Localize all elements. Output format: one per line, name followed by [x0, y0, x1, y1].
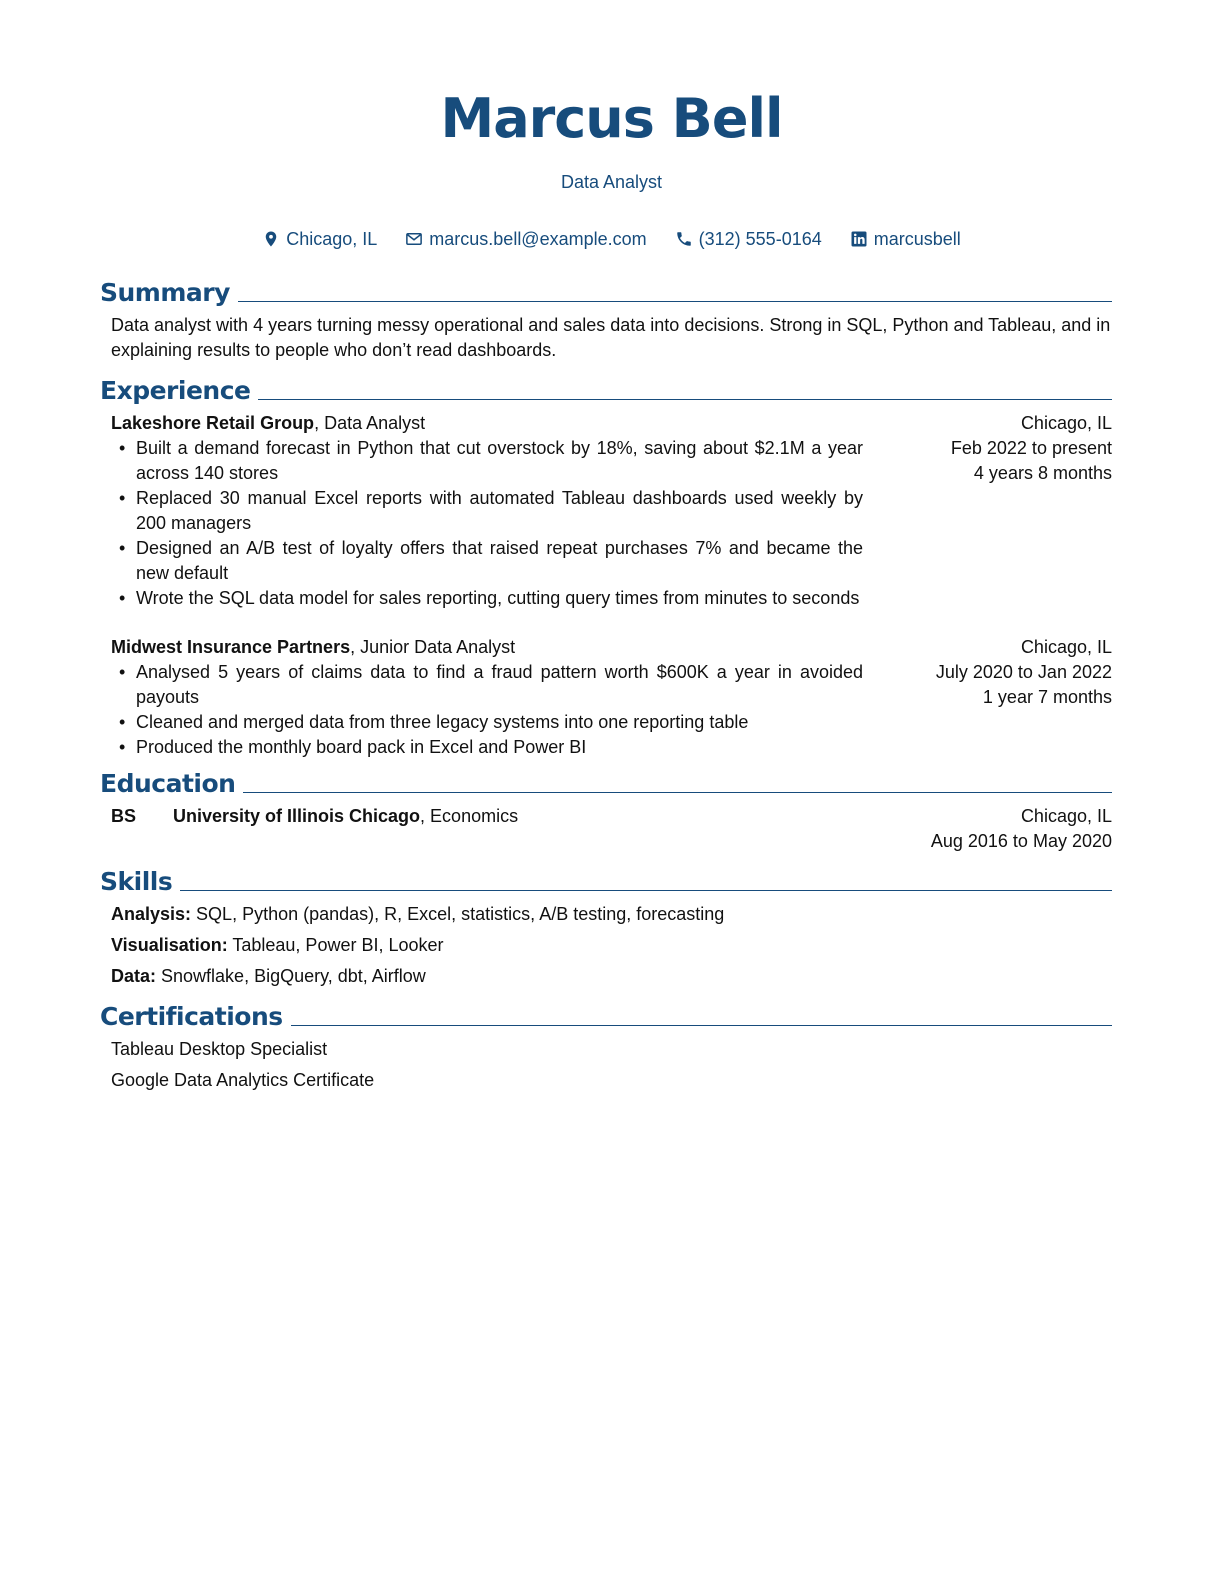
education-degree: BS [111, 806, 137, 826]
job-entry [111, 411, 1112, 611]
skill-row [111, 902, 1112, 927]
section-divider [291, 1025, 1112, 1026]
certifications-list [111, 1037, 1112, 1093]
job-bullet: • Cleaned and merged data from three legacy systems into one reporting table [111, 710, 863, 735]
map-pin-icon [262, 230, 280, 248]
section-title: Summary [100, 278, 230, 307]
section-header [100, 866, 1112, 898]
section-header [100, 768, 1112, 800]
education-entry [111, 804, 1112, 854]
education-school-line [173, 804, 931, 854]
job-dates: Feb 2022 to present [950, 438, 1112, 458]
summary-text: Data analyst with 4 years turning messy operational and sales data into decisions. Strong in SQL, Python and Tableau, and in explaining results to people who don’t read dashboards. [111, 315, 1111, 360]
contact-linkedin[interactable] [850, 227, 961, 251]
skill-label: Analysis: [111, 904, 192, 924]
envelope-icon [405, 230, 423, 248]
job-entry [111, 635, 1112, 760]
candidate-headline: Data Analyst [560, 172, 663, 192]
skill-label: Visualisation: [111, 935, 228, 955]
job-title-line [111, 635, 863, 660]
education-dates: Aug 2016 to May 2020 [930, 831, 1112, 851]
job-duration: 1 year 7 months [982, 687, 1112, 707]
job-bullets [111, 660, 863, 760]
skill-value: Tableau, Power BI, Looker [227, 935, 444, 955]
job-details [111, 411, 863, 611]
certification-item: Tableau Desktop Specialist [111, 1039, 328, 1059]
job-bullet: • Built a demand forecast in Python that cut overstock by 18%, saving about $2.1M a year across 140 stores [111, 436, 863, 486]
job-bullet: • Produced the monthly board pack in Excel and Power BI [111, 735, 863, 760]
skills-section [100, 866, 1112, 989]
email-text[interactable]: marcus.bell@example.com [429, 229, 647, 249]
section-divider [238, 301, 1112, 302]
skill-value: Snowflake, BigQuery, dbt, Airflow [156, 966, 426, 986]
section-divider [180, 890, 1112, 891]
section-divider [243, 792, 1112, 793]
linkedin-icon [850, 230, 868, 248]
job-bullet: • Designed an A/B test of loyalty offers that raised repeat purchases 7% and became the new default [111, 536, 863, 586]
job-role: , Junior Data Analyst [350, 637, 516, 657]
section-title: Certifications [100, 1002, 283, 1031]
skill-row [111, 964, 1112, 989]
job-meta [936, 635, 1112, 760]
job-bullet: • Wrote the SQL data model for sales reporting, cutting query times from minutes to seconds [111, 586, 863, 611]
job-dates: July 2020 to Jan 2022 [935, 662, 1112, 682]
section-header [100, 375, 1112, 407]
job-details [111, 635, 863, 760]
location-text: Chicago, IL [286, 229, 378, 249]
job-meta [951, 411, 1112, 611]
candidate-name: Marcus Bell [440, 87, 783, 150]
phone-icon [675, 230, 693, 248]
skill-row [111, 933, 1112, 958]
job-bullets [111, 436, 863, 611]
education-meta [931, 804, 1112, 854]
contact-bar [111, 227, 1112, 251]
experience-section [100, 375, 1112, 760]
certifications-section [100, 1001, 1112, 1093]
job-role: , Data Analyst [314, 413, 426, 433]
job-bullet: • Replaced 30 manual Excel reports with automated Tableau dashboards used weekly by 200 managers [111, 486, 863, 536]
job-bullet: • Analysed 5 years of claims data to find a fraud pattern worth $600K a year in avoided payouts [111, 660, 863, 710]
linkedin-text[interactable]: marcusbell [873, 229, 961, 249]
job-duration: 4 years 8 months [973, 463, 1112, 483]
job-company: Midwest Insurance Partners [111, 637, 351, 657]
skills-list [111, 902, 1112, 989]
contact-phone[interactable] [675, 227, 822, 251]
education-field: , Economics [420, 806, 519, 826]
section-header [100, 277, 1112, 309]
skill-label: Data: [111, 966, 157, 986]
job-title-line [111, 411, 863, 436]
contact-location [262, 227, 377, 251]
section-title: Education [100, 769, 236, 798]
education-location: Chicago, IL [1020, 806, 1112, 826]
resume-header [111, 0, 1112, 251]
summary-section [100, 277, 1112, 363]
contact-email[interactable] [405, 227, 646, 251]
phone-text[interactable]: (312) 555-0164 [698, 229, 822, 249]
section-title: Experience [100, 376, 251, 405]
job-location: Chicago, IL [1020, 413, 1112, 433]
section-title: Skills [100, 867, 173, 896]
job-company: Lakeshore Retail Group [111, 413, 315, 433]
section-header [100, 1001, 1112, 1033]
certification-item: Google Data Analytics Certificate [111, 1070, 375, 1090]
education-section [100, 768, 1112, 854]
job-location: Chicago, IL [1020, 637, 1112, 657]
section-divider [258, 399, 1112, 400]
skill-value: SQL, Python (pandas), R, Excel, statistics, A/B testing, forecasting [191, 904, 725, 924]
education-school: University of Illinois Chicago [173, 806, 421, 826]
experience-list [111, 411, 1112, 760]
